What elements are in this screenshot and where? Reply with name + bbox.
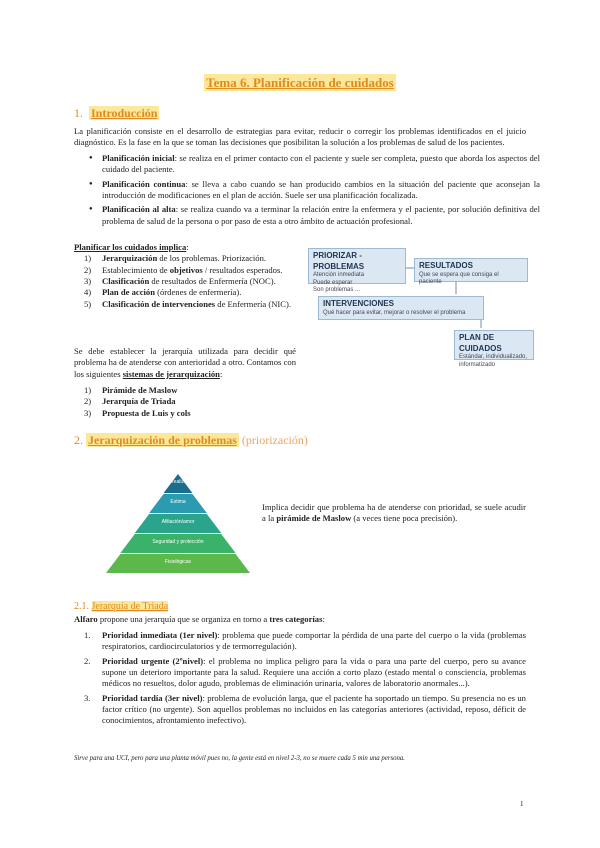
list-item: 1) Pirámide de Maslow — [84, 385, 178, 395]
list-item: 5) Clasificación de intervenciones de Enfermería (NIC). — [84, 298, 292, 309]
list-item: ● Planificación continua: se lleva a cabo cuando se han producido cambios en la situación del paciente que aconsejan la introducción de modificaciones en el plan de acción. Suele ser una planificación focalizada. — [102, 179, 540, 202]
list-item: 2. Prioridad urgente (2ºnivel): el problema no implica peligro para la vida o para una parte del cuerpo, pero su avance supone un deterioro importante para la salud. Requiere una acción a corto plazo (estado mental o consciencia, problemas médicos no resueltos, dolor agudo, problemas de eliminación urinaria, valores de laboratorio anormales...). — [84, 655, 526, 689]
triada-intro: Alfaro propone una jerarquía que se organiza en torno a tres categorías: — [74, 614, 325, 624]
plan-cuidados-box: PLAN DE CUIDADOS Estándar, individualizado, informatizado — [454, 330, 534, 360]
maslow-pyramid — [106, 474, 250, 574]
list-item: 3. Prioridad tardía (3er nivel): problema de evolución larga, que el paciente ha soportado un tiempo. Su presencia no es un factor crítico (no urgente). Son aquellos problemas no incluidos en las categorías anteriores (actividad, reposo, déficit de conocimientos, afrontamiento inefectivo). — [84, 692, 526, 726]
triada-list — [74, 630, 526, 727]
list-item: 2) Jerarquía de Triada — [84, 396, 176, 407]
list-item: ● Planificación inicial: se realiza en el primer contacto con el paciente y suele ser completa, puesto que aborda los aspectos del cuidado del paciente. — [102, 153, 540, 176]
intro-paragraph: La planificación consiste en el desarrollo de estrategias para evitar, reducir o corregir los problemas identificados en el juicio diagnóstico. Es la fase en la que se toman las decisiones que posibilitan la solución a los problemas de salud de los pacientes. — [74, 126, 526, 148]
priorizar-box: PRIORIZAR - PROBLEMAS Atención inmediata Puede esperar Son problemas ... — [308, 248, 406, 284]
resultados-box: RESULTADOS Que se espera que consiga el paciente — [414, 258, 528, 282]
planning-types-list — [88, 153, 540, 230]
list-item: 3) Propuesta de Luis y cols — [84, 407, 191, 418]
subsection-heading: 2.1. Jerarquía de Triada — [74, 601, 169, 612]
page-number: 1 — [520, 800, 524, 808]
document-title: Tema 6. Planificación de cuidados — [206, 75, 394, 90]
planning-flow-diagram — [306, 244, 534, 368]
maslow-paragraph: Implica decidir que problema ha de atenderse con prioridad, se suele acudir a la pirámide de Maslow (a veces tiene poca precisión). — [262, 502, 526, 524]
list-item: 1) Jerarquización de los problemas. Priorización. — [84, 253, 267, 264]
plan-heading: Planificar los cuidados implica: — [74, 242, 189, 252]
list-item: ● Planificación al alta: se realiza cuando va a terminar la relación entre la enfermera y el paciente, por solución definitiva del problema de salud de la persona o por paso de esta a otro ámbito de actuación profesional. — [102, 204, 540, 227]
pyramid-level-label: Fisiológicas — [164, 559, 192, 565]
jerarquia-systems-list — [74, 385, 274, 419]
list-item: 2) Establecimiento de objetivos / resultados esperados. — [84, 264, 283, 275]
pyramid-level-label: Seguridad y protección — [152, 539, 204, 545]
list-item: 3) Clasificación de resultados de Enfermería (NOC). — [84, 276, 276, 287]
pyramid-level-label: Afiliación/amor — [161, 519, 195, 525]
section-1-heading: 1. Introducción — [74, 106, 158, 120]
section-2-heading: 2. Jerarquización de problemas (priorización) — [74, 433, 308, 447]
pyramid-level-label: Autorrealización — [160, 479, 196, 485]
pyramid-level-label: Estima — [170, 499, 186, 505]
jerarquia-paragraph: Se debe establecer la jerarquía utilizada para decidir qué problema ha de atenderse con anterioridad a otro. Contamos con los siguientes sistemas de jerarquización: — [74, 346, 296, 379]
plan-list — [74, 253, 294, 310]
footnote: Sirve para una UCI, pero para una planta móvil pues no, la gente está en nivel 2-3, no se muere cada 5 min una persona. — [74, 755, 405, 762]
list-item: 1. Prioridad inmediata (1er nivel): problema que puede comportar la pérdida de una parte del cuerpo o la vida (problemas respiratorios, cardiocirculatorios y de termorregulación). — [84, 630, 526, 652]
plan-block — [74, 242, 294, 310]
list-item: 4) Plan de acción (órdenes de enfermería). — [84, 287, 242, 298]
intervenciones-box: INTERVENCIONES Qué hacer para evitar, mejorar o resolver el problema — [318, 296, 484, 320]
